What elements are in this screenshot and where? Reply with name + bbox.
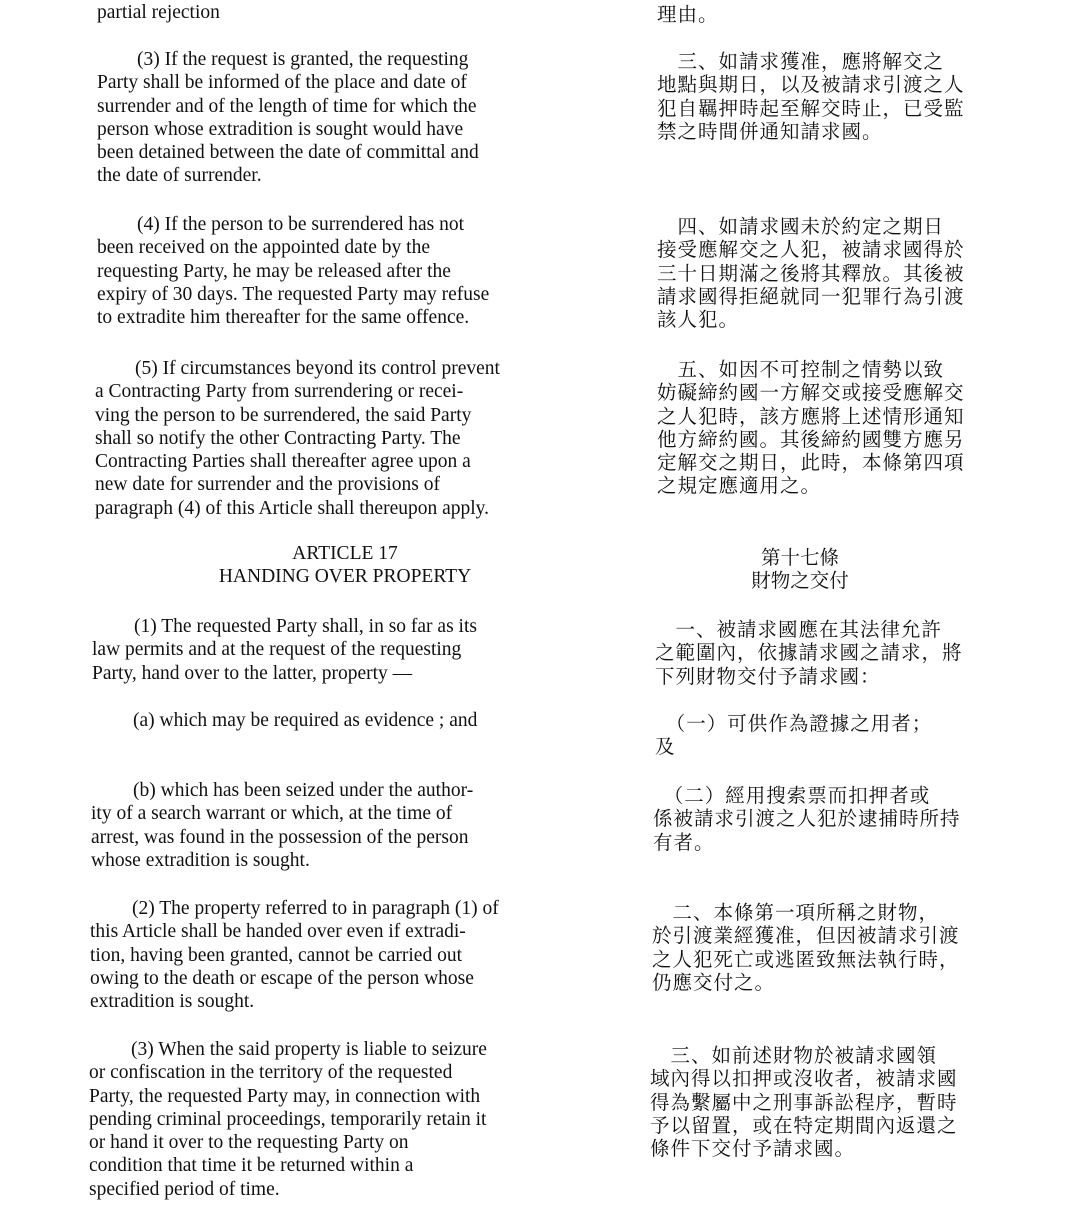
en-a17-paragraph-1: (1) The requested Party shall, in so far as its law permits and at the request of the requesting Party, hand over to the latter, property — — [92, 616, 477, 684]
en-article-number: ARTICLE 17 — [292, 543, 398, 564]
en-paragraph-5: (5) If circumstances beyond its control prevent a Contracting Party from surrendering or recei- ving the person to be surrendered, the said Party shall so notify the other Contracting Party. The Contracting Parties shall thereafter agree upon a new date for surrender and the provisions of paragraph (4) of this Article shall thereupon apply. — [95, 358, 500, 519]
zh-a17-paragraph-3: 三、如前述財物於被請求國領 域內得以扣押或沒收者，被請求國 得為繫屬中之刑事訴訟程序，暫時 予以留置，或在特定期間內返還之 條件下交付予請求國。 — [650, 1044, 958, 1161]
en-a17-paragraph-2: (2) The property referred to in paragraph (1) of this Article shall be handed over even if extradi- tion, having been granted, cannot be carried out owing to the death or escape of the person whose extradition is sought. — [90, 898, 499, 1013]
zh-article-title: 財物之交付 — [751, 569, 849, 592]
zh-article-number: 第十七條 — [760, 546, 839, 569]
zh-a17-paragraph-1: 一、被請求國應在其法律允許 之範圍內，依據請求國之請求，將 下列財物交付予請求國： — [655, 618, 963, 688]
en-a17-item-b: (b) which has been seized under the author- ity of a search warrant or which, at the time of arrest, was found in the possession of the person whose extradition is sought. — [91, 780, 474, 871]
en-article-title: HANDING OVER PROPERTY — [218, 566, 472, 587]
en-a17-paragraph-3: (3) When the said property is liable to seizure or confiscation in the territory of the requested Party, the requested Party may, in connection with pending criminal proceedings, temporarily retain it or hand it over to the requesting Party on condition that time it be returned within a specified period of time. — [89, 1039, 487, 1200]
zh-a17-item-2: （二）經用搜索票而扣押者或 係被請求引渡之人犯於逮捕時所持 有者。 — [653, 784, 961, 854]
en-partial-rejection: partial rejection — [97, 2, 220, 23]
zh-paragraph-3: 三、如請求獲准，應將解交之 地點與期日，以及被請求引渡之人 犯自羈押時起至解交時止，已受監 禁之時間併通知請求國。 — [657, 50, 965, 143]
en-paragraph-4: (4) If the person to be surrendered has not been received on the appointed date by the requesting Party, he may be released after the expiry of 30 days. The requested Party may refuse to extradite him thereafter for the same offence. — [97, 214, 490, 329]
zh-paragraph-4: 四、如請求國未於約定之期日 接受應解交之人犯，被請求國得於 三十日期滿之後將其釋放。其後被 請求國得拒絕就同一犯罪行為引渡 該人犯。 — [657, 215, 965, 332]
en-paragraph-3: (3) If the request is granted, the requesting Party shall be informed of the place and date of surrender and of the length of time for which the person whose extradition is sought would have been detained between the date of committal and the date of surrender. — [97, 49, 479, 187]
en-a17-item-a: (a) which may be required as evidence ; and — [133, 710, 478, 731]
zh-paragraph-5: 五、如因不可控制之情勢以致 妨礙締約國一方解交或接受應解交 之人犯時，該方應將上述情形通知 他方締約國。其後締約國雙方應另 定解交之期日，此時，本條第四項 之規定應適用之。 — [657, 358, 965, 498]
zh-a17-paragraph-2: 二、本條第一項所稱之財物， 於引渡業經獲准，但因被請求引渡 之人犯死亡或逃匿致無法執行時， 仍應交付之。 — [652, 901, 960, 994]
zh-reason: 理由。 — [657, 3, 719, 26]
zh-a17-item-1: （一）可供作為證據之用者； 及 — [655, 712, 933, 759]
